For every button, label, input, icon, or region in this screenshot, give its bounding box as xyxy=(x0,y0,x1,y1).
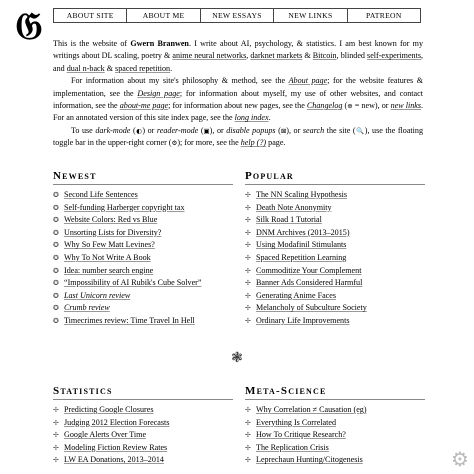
section-popular xyxy=(245,170,425,328)
newest-list xyxy=(53,189,233,328)
meta-science-list xyxy=(245,404,425,467)
cross-bullet-icon: ✢ xyxy=(245,291,251,300)
text: , blinded xyxy=(336,51,368,61)
statistics-list xyxy=(53,404,233,467)
top-navigation xyxy=(53,8,421,23)
cross-bullet-icon: ✢ xyxy=(245,191,251,199)
list-item-link[interactable]: Everything Is Correlated xyxy=(256,417,337,427)
intro-paragraph-3 xyxy=(53,125,423,150)
text: , xyxy=(246,51,251,61)
link-about-page[interactable]: About page xyxy=(288,76,328,86)
list-item-link[interactable]: Predicting Google Closures xyxy=(64,405,154,414)
link-design-page[interactable]: Design page xyxy=(137,88,180,98)
text: This is the website of xyxy=(53,39,131,48)
list-item[interactable] xyxy=(53,454,233,467)
cross-bullet-icon: ✢ xyxy=(245,406,251,414)
text: . xyxy=(268,113,271,123)
link-anime-neural-networks[interactable]: anime neural networks xyxy=(172,51,247,61)
list-item-link[interactable]: Silk Road 1 Tutorial xyxy=(256,215,322,225)
star-bullet-icon: ✪ xyxy=(53,203,59,212)
text: ; for information about new pages, see the xyxy=(168,101,307,111)
list-item-link[interactable]: Death Note Anonymity xyxy=(256,202,332,212)
link-darknet-markets[interactable]: darknet markets xyxy=(250,51,303,61)
cross-bullet-icon: ✢ xyxy=(53,431,59,440)
star-bullet-icon: ✪ xyxy=(53,291,59,300)
text: ( xyxy=(198,125,204,135)
list-item[interactable] xyxy=(245,290,425,303)
list-item-link[interactable]: How To Critique Research? xyxy=(256,430,346,440)
text: . I write about AI, psychology, & statistics. I am best known for my writings about DL scaling, poetry & xyxy=(53,39,424,61)
list-item[interactable] xyxy=(53,429,233,442)
text: ; for information about myself, my use of other websites, and contact information, see the xyxy=(53,88,423,111)
list-item-link[interactable]: Why So Few Matt Levines? xyxy=(64,240,155,250)
list-item[interactable] xyxy=(245,239,425,252)
text: the site ( xyxy=(324,125,356,135)
list-item[interactable] xyxy=(245,265,425,278)
list-item-link[interactable]: DNM Archives (2013–2015) xyxy=(256,227,350,237)
disable-popups-label: disable popups xyxy=(226,125,276,135)
cross-bullet-icon: ✢ xyxy=(245,304,251,313)
list-item[interactable] xyxy=(53,239,233,252)
list-item-link[interactable]: Self-funding Harberger copyright tax xyxy=(64,202,185,212)
star-bullet-icon: ✪ xyxy=(53,228,59,237)
list-item-link[interactable]: Timecrimes review: Time Travel In Hell xyxy=(64,315,195,325)
text: ( xyxy=(275,125,281,135)
list-item-link[interactable]: Why Correlation ≠ Causation (eg) xyxy=(256,405,367,414)
cross-bullet-icon: ✢ xyxy=(245,279,251,288)
link-spaced-repetition[interactable]: spaced repetition xyxy=(115,63,171,73)
list-item[interactable] xyxy=(245,302,425,315)
list-item[interactable] xyxy=(245,315,425,328)
section-title-meta-science: Meta-Science xyxy=(245,385,425,400)
dark-mode-label: dark-mode xyxy=(95,125,131,135)
text: ), or xyxy=(286,125,303,135)
text: , and xyxy=(53,51,424,73)
cross-bullet-icon: ✢ xyxy=(245,253,251,262)
search-icon: 🔍 xyxy=(355,126,365,135)
list-item-link[interactable]: Unsorting Lists for Diversity? xyxy=(64,227,162,237)
list-item-link[interactable]: Modeling Fiction Review Rates xyxy=(64,442,168,452)
site-logo[interactable]: 𝔊 xyxy=(15,3,43,48)
text: . For an annotated version of this site index page, see the xyxy=(53,101,424,123)
text: = new), or xyxy=(352,101,391,111)
section-title-newest: Newest xyxy=(53,170,233,185)
link-help[interactable]: help (?) xyxy=(240,138,267,148)
list-item-link[interactable]: Generating Anime Faces xyxy=(256,290,337,300)
star-bullet-icon: ✪ xyxy=(53,316,59,325)
nav-patreon[interactable]: PATREON xyxy=(366,11,402,20)
list-item[interactable] xyxy=(53,404,233,417)
list-item-link[interactable]: Judging 2012 Election Forecasts xyxy=(64,417,170,427)
list-item-link[interactable]: Using Modafinil Stimulants xyxy=(256,240,347,250)
list-item[interactable] xyxy=(53,315,233,328)
list-item-link[interactable]: The NN Scaling Hypothesis xyxy=(256,190,348,199)
cross-bullet-icon: ✢ xyxy=(245,316,251,325)
nav-about-site[interactable]: ABOUT SITE xyxy=(54,9,127,22)
list-item[interactable] xyxy=(53,417,233,430)
popular-list xyxy=(245,189,425,328)
cross-bullet-icon: ✢ xyxy=(245,216,251,225)
star-bullet-icon: ✪ xyxy=(53,253,59,262)
cross-bullet-icon: ✢ xyxy=(245,241,251,250)
list-item[interactable] xyxy=(245,454,425,467)
text: ), use the floating toggle bar in the upper-right corner ( xyxy=(53,125,424,148)
reader-mode-icon: ▣ xyxy=(203,126,210,135)
link-bitcoin[interactable]: Bitcoin xyxy=(312,51,337,61)
text: page. xyxy=(266,138,286,148)
list-item[interactable] xyxy=(245,202,425,215)
text: ( xyxy=(342,101,348,111)
text: To use xyxy=(71,125,96,135)
cross-bullet-icon: ✢ xyxy=(245,418,251,427)
star-bullet-icon: ✪ xyxy=(53,304,59,313)
list-item-link[interactable]: The Replication Crisis xyxy=(256,442,329,452)
cross-bullet-icon: ✢ xyxy=(53,418,59,427)
link-dual-n-back[interactable]: dual n-back xyxy=(66,63,105,73)
reader-mode-label: reader-mode xyxy=(156,125,199,135)
list-item[interactable] xyxy=(53,202,233,215)
list-item-link[interactable]: Commoditize Your Complement xyxy=(256,265,362,275)
list-item[interactable] xyxy=(245,404,425,417)
section-statistics xyxy=(53,385,233,467)
text: For information about my site's philosophy & method, see the xyxy=(71,76,289,86)
search-label: search xyxy=(302,125,325,135)
nav-about-me[interactable]: ABOUT ME xyxy=(127,9,200,22)
list-item[interactable] xyxy=(53,277,233,290)
nav-new-links[interactable]: NEW LINKS xyxy=(274,9,347,22)
section-title-statistics: Statistics xyxy=(53,385,233,400)
text: ); for more, see the xyxy=(177,138,241,148)
cross-bullet-icon: ✢ xyxy=(53,443,59,452)
list-item[interactable] xyxy=(245,227,425,240)
star-bullet-icon: ✪ xyxy=(53,191,59,199)
list-item[interactable] xyxy=(245,214,425,227)
link-long-index[interactable]: long index xyxy=(234,113,269,123)
cross-bullet-icon: ✢ xyxy=(245,228,251,237)
intro-paragraph-2 xyxy=(53,75,423,125)
link-new-links[interactable]: new links xyxy=(390,101,421,111)
dark-mode-icon: ◐ xyxy=(135,126,143,135)
list-item[interactable] xyxy=(53,214,233,227)
text: ( xyxy=(130,125,136,135)
cross-bullet-icon: ✢ xyxy=(245,203,251,212)
cross-bullet-icon: ✢ xyxy=(245,266,251,275)
list-item-link[interactable]: Idea: number search engine xyxy=(64,265,154,275)
list-item[interactable] xyxy=(53,265,233,278)
author-name: Gwern Branwen xyxy=(130,39,189,48)
disable-popups-icon: ⊠ xyxy=(280,126,287,135)
link-self-experiments[interactable]: self-experiments xyxy=(367,51,421,61)
list-item-link[interactable]: Second Life Sentences xyxy=(64,190,138,199)
section-divider-icon: ❃ xyxy=(231,350,243,366)
list-item-link[interactable]: Melancholy of Subculture Society xyxy=(256,303,367,313)
section-newest xyxy=(53,170,233,328)
list-item-link[interactable]: Banner Ads Considered Harmful xyxy=(256,278,363,288)
gear-icon: ⚙ xyxy=(171,139,178,148)
intro-paragraph-1 xyxy=(53,38,423,75)
text: ) or xyxy=(142,125,157,135)
text: & xyxy=(302,51,313,61)
list-item[interactable] xyxy=(53,189,233,202)
list-item-link[interactable]: Website Colors: Red vs Blue xyxy=(64,215,158,225)
text: ; for the website features & implementation, see the xyxy=(53,76,424,98)
list-item-link[interactable]: Ordinary Life Improvements xyxy=(256,315,350,325)
star-bullet-icon: ✪ xyxy=(53,279,59,288)
list-item-link[interactable]: Spaced Repetition Learning xyxy=(256,252,347,262)
cross-bullet-icon: ✢ xyxy=(245,456,251,465)
star-bullet-icon: ✪ xyxy=(53,216,59,225)
list-item-link[interactable]: Leprechaun Hunting/Citogenesis xyxy=(256,455,363,465)
list-item[interactable] xyxy=(53,290,233,303)
text: & xyxy=(104,63,116,73)
list-item-link[interactable]: LW EA Donations, 2013–2014 xyxy=(64,455,164,465)
nav-new-essays[interactable]: NEW ESSAYS xyxy=(201,9,274,22)
list-item[interactable] xyxy=(245,189,425,202)
list-item[interactable] xyxy=(53,302,233,315)
list-item-link[interactable]: Google Alerts Over Time xyxy=(64,430,147,440)
list-item[interactable] xyxy=(53,227,233,240)
cross-bullet-icon: ✢ xyxy=(245,443,251,452)
new-marker-icon: ⊕ xyxy=(347,102,353,111)
section-meta-science xyxy=(245,385,425,467)
text: . xyxy=(170,63,173,73)
star-bullet-icon: ✪ xyxy=(53,241,59,250)
list-item-link[interactable]: “Impossibility of AI Rubik's Cube Solver” xyxy=(64,278,202,288)
star-bullet-icon: ✪ xyxy=(53,266,59,275)
link-about-me-page[interactable]: about-me page xyxy=(119,101,169,111)
list-item[interactable] xyxy=(53,252,233,265)
intro-text xyxy=(53,38,423,150)
list-item[interactable] xyxy=(53,442,233,455)
list-item[interactable] xyxy=(245,252,425,265)
text: ), or xyxy=(209,125,227,135)
list-item-link[interactable]: Why To Not Write A Book xyxy=(64,252,151,262)
cross-bullet-icon: ✢ xyxy=(245,431,251,440)
settings-toggle-gear-icon[interactable]: ⚙ xyxy=(451,447,469,471)
list-item[interactable] xyxy=(245,429,425,442)
list-item-link[interactable]: Last Unicorn review xyxy=(64,290,131,300)
list-item[interactable] xyxy=(245,277,425,290)
list-item-link[interactable]: Crumb review xyxy=(64,303,110,313)
list-item[interactable] xyxy=(245,442,425,455)
list-item[interactable] xyxy=(245,417,425,430)
cross-bullet-icon: ✢ xyxy=(53,456,59,465)
cross-bullet-icon: ✢ xyxy=(53,406,59,414)
section-title-popular: Popular xyxy=(245,170,425,185)
link-changelog[interactable]: Changelog xyxy=(306,101,343,111)
